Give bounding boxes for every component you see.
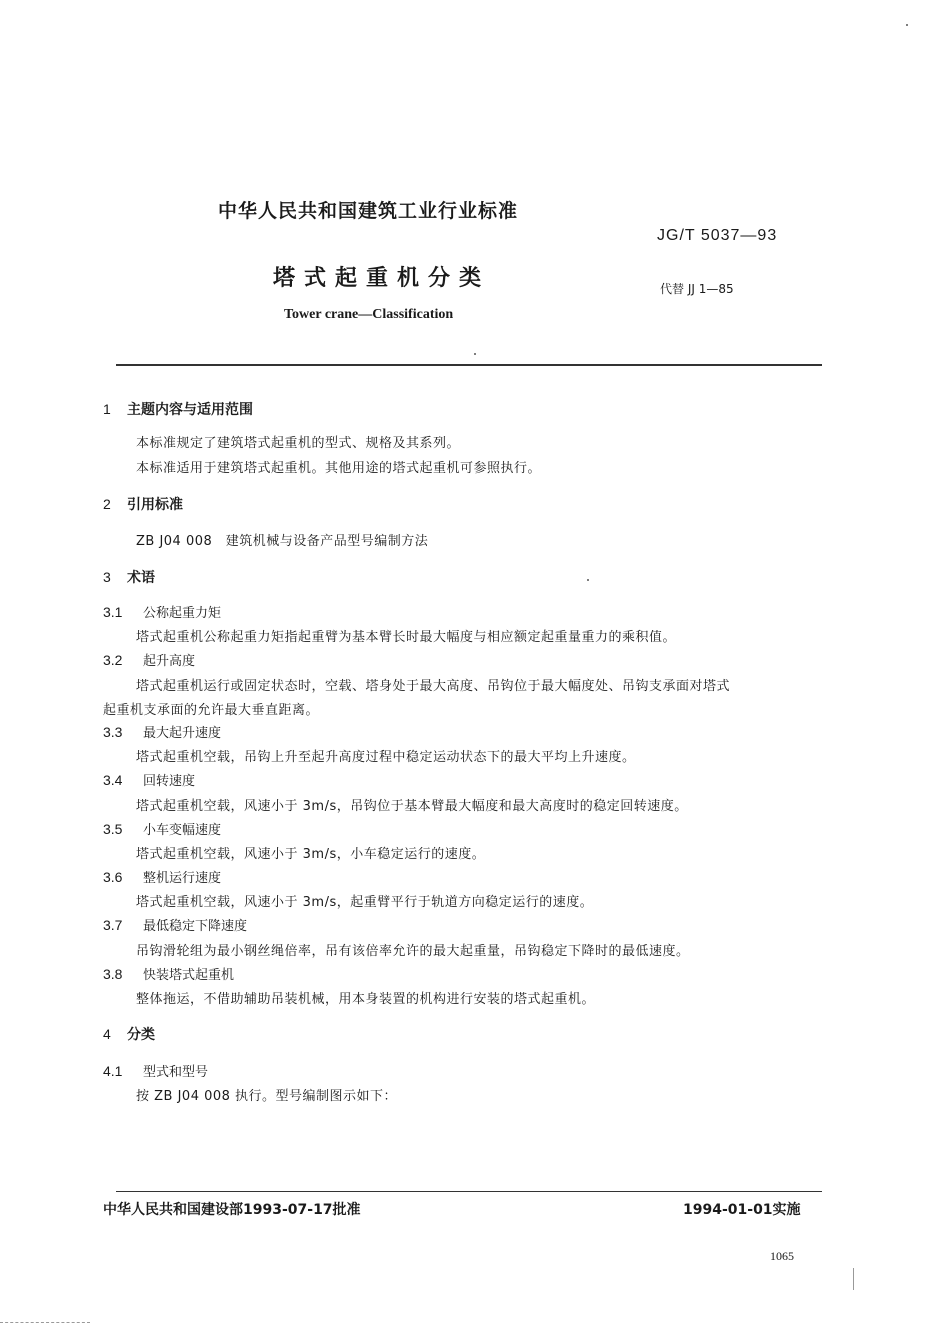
standard-title: 中华人民共和国建筑工业行业标准 [218, 200, 519, 222]
section-2-heading [103, 494, 183, 514]
term-name: 最大起升速度 [143, 726, 222, 741]
section-1-paragraph-1: 本标准规定了建筑塔式起重机的型式、规格及其系列。 [136, 436, 461, 451]
term-number: 3.4 [103, 772, 123, 788]
replaces-note: 代替 JJ 1—85 [660, 282, 734, 296]
page-number: 1065 [770, 1249, 794, 1263]
term-heading [103, 819, 221, 838]
term-number: 3.7 [103, 917, 123, 933]
approval-line: 中华人民共和国建设部1993-07-17批准 [103, 1202, 361, 1218]
scan-edge-mark [0, 1322, 90, 1323]
scan-speck [587, 579, 589, 581]
section-4-paragraph: 按 ZB J04 008 执行。型号编制图示如下： [136, 1089, 398, 1104]
term-definition: 吊钩滑轮组为最小钢丝绳倍率，吊有该倍率允许的最大起重量，吊钩稳定下降时的最低速度。 [136, 944, 690, 959]
standard-code: JG/T 5037—93 [657, 227, 778, 244]
section-title: 分类 [127, 1027, 155, 1043]
term-definition-continued: 起重机支承面的允许最大垂直距离。 [103, 703, 320, 718]
header-rule [116, 364, 822, 366]
normative-reference: ZB J04 008 建筑机械与设备产品型号编制方法 [136, 534, 429, 549]
section-3-heading [103, 567, 155, 587]
section-number: 2 [103, 496, 111, 512]
section-4-heading [103, 1024, 155, 1044]
term-name: 小车变幅速度 [143, 823, 222, 838]
section-title: 术语 [127, 570, 155, 586]
term-name: 起升高度 [143, 654, 196, 669]
term-heading [103, 867, 221, 886]
subsection-title: 型式和型号 [143, 1065, 209, 1080]
document-title: 塔式起重机分类 [273, 266, 491, 291]
english-title: Tower crane—Classification [284, 307, 454, 322]
term-definition: 塔式起重机空载，风速小于 3m/s，起重臂平行于轨道方向稳定运行的速度。 [136, 895, 594, 910]
term-number: 3.6 [103, 869, 123, 885]
subsection-number: 4.1 [103, 1063, 123, 1079]
term-heading [103, 770, 195, 789]
term-number: 3.2 [103, 652, 123, 668]
scan-speck [474, 353, 476, 355]
section-1-paragraph-2: 本标准适用于建筑塔式起重机。其他用途的塔式起重机可参照执行。 [136, 461, 542, 476]
term-definition: 塔式起重机公称起重力矩指起重臂为基本臂长时最大幅度与相应额定起重量重力的乘积值。 [136, 630, 677, 645]
subsection-4-1-heading [103, 1061, 208, 1080]
term-heading [103, 915, 247, 934]
term-name: 回转速度 [143, 774, 196, 789]
term-number: 3.1 [103, 604, 123, 620]
term-number: 3.3 [103, 724, 123, 740]
footer-rule [116, 1191, 822, 1192]
effective-date: 1994-01-01实施 [683, 1202, 801, 1218]
scan-edge-mark [853, 1268, 854, 1290]
term-definition: 塔式起重机空载，吊钩上升至起升高度过程中稳定运动状态下的最大平均上升速度。 [136, 750, 636, 765]
term-heading [103, 964, 234, 983]
section-number: 4 [103, 1026, 111, 1042]
section-title: 引用标准 [127, 497, 183, 513]
term-number: 3.5 [103, 821, 123, 837]
term-name: 公称起重力矩 [143, 606, 222, 621]
term-definition: 整体拖运，不借助辅助吊装机械，用本身装置的机构进行安装的塔式起重机。 [136, 992, 596, 1007]
section-number: 3 [103, 569, 111, 585]
term-name: 最低稳定下降速度 [143, 919, 248, 934]
section-number: 1 [103, 401, 111, 417]
term-number: 3.8 [103, 966, 123, 982]
term-heading [103, 722, 221, 741]
section-1-heading [103, 399, 253, 419]
scan-speck [906, 24, 908, 26]
term-name: 快装塔式起重机 [143, 968, 235, 983]
term-definition: 塔式起重机运行或固定状态时，空载、塔身处于最大高度、吊钩位于最大幅度处、吊钩支承面对塔式 [136, 679, 731, 694]
term-definition: 塔式起重机空载，风速小于 3m/s，小车稳定运行的速度。 [136, 847, 486, 862]
term-heading [103, 602, 221, 621]
term-name: 整机运行速度 [143, 871, 222, 886]
term-heading [103, 650, 195, 669]
section-title: 主题内容与适用范围 [127, 402, 253, 418]
term-definition: 塔式起重机空载，风速小于 3m/s，吊钩位于基本臂最大幅度和最大高度时的稳定回转速度。 [136, 799, 688, 814]
